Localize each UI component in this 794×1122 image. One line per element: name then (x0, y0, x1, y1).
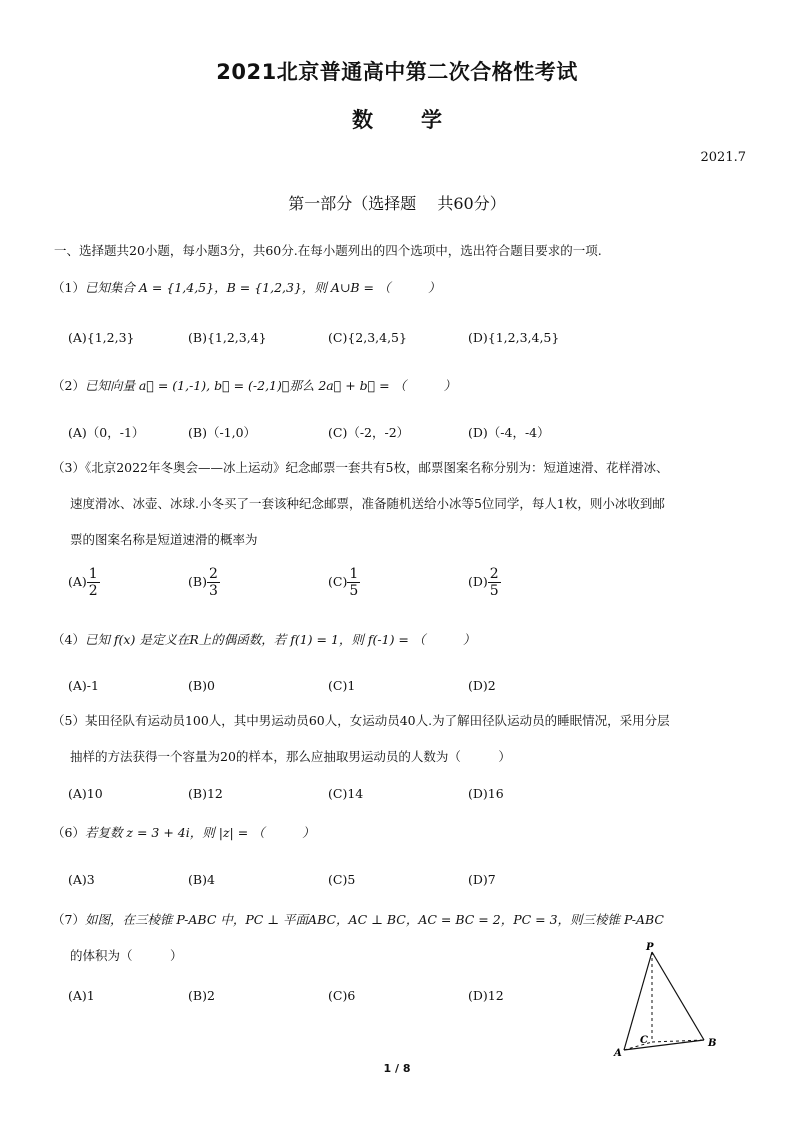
question-number: （6） (52, 825, 85, 840)
question-5-options (68, 786, 688, 816)
question-stem-line-1: 如图，在三棱锥 P-ABC 中，PC ⊥ 平面ABC，AC ⊥ BC，AC = BC = 2，PC = 3，则三棱锥 P-ABC (84, 912, 664, 927)
denominator: 3 (208, 583, 218, 600)
question-stem-line-2: 抽样的方法获得一个容量为20的样本，那么应抽取男运动员的人数为（ ） (70, 749, 511, 764)
question-number: （3） (52, 460, 85, 475)
option-c (328, 566, 360, 599)
option-d: (D)12 (468, 988, 504, 1003)
option-a: (A){1,2,3} (68, 330, 135, 345)
option-c: (C)14 (328, 786, 364, 801)
question-2-options (68, 423, 688, 453)
option-c: (C)6 (328, 988, 356, 1003)
question-stem-line-2: 的体积为（ ） (70, 948, 183, 963)
section-instructions: 一、选择题共20小题，每小题3分，共60分.在每小题列出的四个选项中，选出符合题目要求的一项. (54, 243, 602, 258)
question-stem-line-3: 票的图案名称是短道速滑的概率为 (70, 532, 258, 547)
question-stem: 已知向量 a⃗ = (1,-1), b⃗ = (-2,1)，那么 2a⃗ + b⃗ = （ ） (84, 378, 457, 393)
subject-title (0, 104, 794, 134)
option-label: (D) (468, 574, 488, 590)
denominator: 2 (88, 583, 98, 600)
question-number: （7） (52, 912, 85, 927)
label-p: P (646, 942, 654, 953)
option-d: (D)2 (468, 678, 496, 693)
question-6 (52, 815, 315, 851)
fraction (207, 566, 220, 599)
label-c: C (640, 1035, 648, 1046)
question-3 (52, 450, 742, 558)
page-number: 1 / 8 (383, 1062, 411, 1075)
exam-title: 2021北京普通高中第二次合格性考试 (216, 60, 578, 84)
option-d: (D)7 (468, 872, 496, 887)
numerator: 1 (349, 566, 359, 582)
option-c: (C){2,3,4,5} (328, 330, 407, 345)
subject-char-2: 学 (421, 108, 442, 132)
option-d: (D){1,2,3,4,5} (468, 330, 560, 345)
question-1-options (68, 330, 688, 360)
option-a: (A)（0，-1） (68, 425, 145, 440)
edge-pb (652, 952, 704, 1040)
question-number: （2） (52, 378, 85, 393)
option-b: (B){1,2,3,4} (188, 330, 267, 345)
exam-date: 2021.7 (700, 150, 746, 165)
option-a: (A)-1 (68, 678, 99, 693)
fraction (488, 566, 501, 599)
option-c: (C)5 (328, 872, 356, 887)
option-a (68, 566, 100, 599)
question-number: （4） (52, 632, 85, 647)
question-stem: 已知 f(x) 是定义在R上的偶函数，若 f(1) = 1，则 f(-1) = （ ） (84, 632, 476, 647)
question-stem: 若复数 z = 3 + 4i，则 |z| = （ ） (84, 825, 315, 840)
option-label: (C) (328, 574, 348, 590)
numerator: 2 (208, 566, 218, 582)
option-a: (A)3 (68, 872, 95, 887)
pyramid-figure (606, 940, 726, 1062)
option-c: (C)1 (328, 678, 356, 693)
question-1 (52, 270, 440, 306)
option-b (188, 566, 220, 599)
label-b: B (708, 1038, 717, 1049)
question-4 (52, 622, 475, 658)
option-b: (B)（-1,0） (188, 425, 257, 440)
option-b: (B)12 (188, 786, 223, 801)
option-c: (C)（-2，-2） (328, 425, 410, 440)
option-a: (A)10 (68, 786, 103, 801)
option-b: (B)4 (188, 872, 215, 887)
question-stem-line-1: 某田径队有运动员100人，其中男运动员60人，女运动员40人.为了解田径队运动员的睡眠情况，采用分层 (84, 713, 670, 728)
question-stem-line-2: 速度滑冰、冰壶、冰球.小冬买了一套该种纪念邮票，准备随机送给小冰等5位同学，每人1枚，则小冰收到邮 (70, 496, 665, 511)
question-5 (52, 703, 742, 775)
question-6-options (68, 872, 688, 902)
fraction (87, 566, 100, 599)
question-stem: 已知集合 A = {1,4,5}，B = {1,2,3}，则 A∪B = （ ） (84, 280, 441, 295)
question-7-options (68, 988, 688, 1018)
option-a: (A)1 (68, 988, 95, 1003)
subject-char-1: 数 (352, 108, 373, 132)
option-b: (B)0 (188, 678, 215, 693)
option-d (468, 566, 501, 599)
fraction (347, 566, 360, 599)
option-d: (D)16 (468, 786, 504, 801)
question-number: （1） (52, 280, 85, 295)
question-2 (52, 368, 456, 404)
numerator: 2 (489, 566, 499, 582)
numerator: 1 (88, 566, 98, 582)
denominator: 5 (349, 583, 359, 600)
part-title: 第一部分（选择题 共60分） (288, 194, 506, 213)
option-label: (B) (188, 574, 207, 590)
option-d: (D)（-4，-4） (468, 425, 550, 440)
question-stem-line-1: 《北京2022年冬奥会——冰上运动》纪念邮票一套共有5枚，邮票图案名称分别为：短道速滑、花样滑冰、 (84, 460, 669, 475)
option-b: (B)2 (188, 988, 215, 1003)
question-3-options (68, 566, 688, 608)
option-label: (A) (68, 574, 87, 590)
denominator: 5 (489, 583, 499, 600)
question-number: （5） (52, 713, 85, 728)
label-a: A (614, 1048, 622, 1059)
